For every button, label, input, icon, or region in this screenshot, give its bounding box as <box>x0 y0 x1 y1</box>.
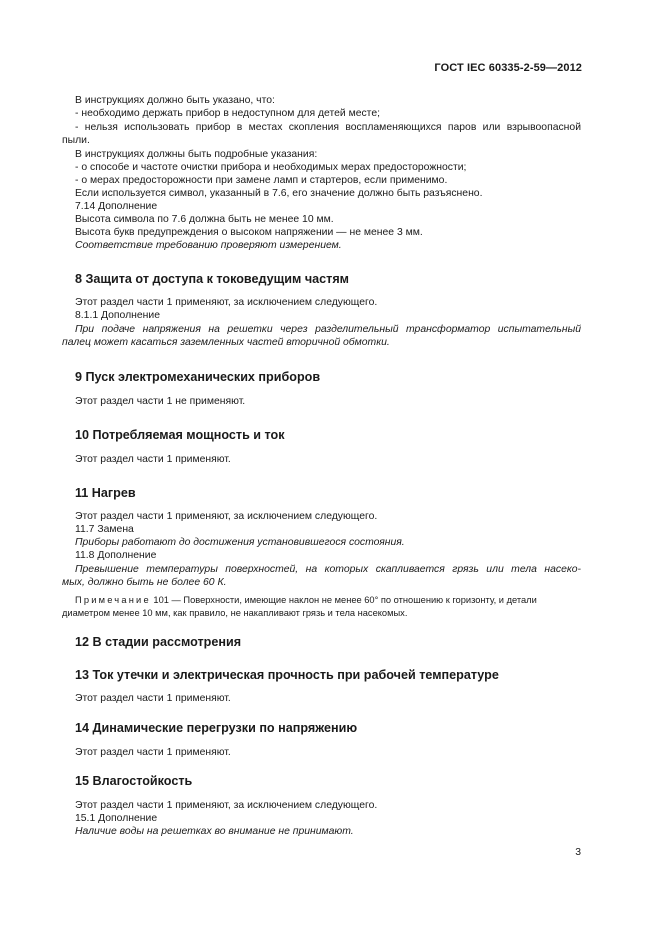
section-heading-15: 15 Влагостойкость <box>75 774 193 788</box>
list-item: - нельзя использовать прибор в местах скопления воспламеняющихся паров или взрывоопасной <box>75 122 581 133</box>
clause-number: 11.7 Замена <box>75 524 134 535</box>
italic-paragraph: мых, должно быть не более 60 К. <box>62 577 227 588</box>
list-item-continuation: пыли. <box>62 135 90 146</box>
paragraph: Этот раздел части 1 применяют, за исключением следующего. <box>75 800 378 811</box>
page-number: 3 <box>575 847 581 858</box>
clause-number: 7.14 Дополнение <box>75 201 158 212</box>
paragraph: Если используется символ, указанный в 7.6, его значение должно быть разъяснено. <box>75 188 483 199</box>
section-heading-11: 11 Нагрев <box>75 486 136 500</box>
list-item: - о мерах предосторожности при замене ламп и стартеров, если применимо. <box>75 175 448 186</box>
note-label: Примечание <box>75 595 151 605</box>
paragraph: Высота букв предупреждения о высоком напряжении — не менее 3 мм. <box>75 227 423 238</box>
paragraph: Этот раздел части 1 не применяют. <box>75 396 246 407</box>
section-heading-13: 13 Ток утечки и электрическая прочность при рабочей температуре <box>75 668 499 682</box>
italic-paragraph: Наличие воды на решетках во внимание не принимают. <box>75 826 354 837</box>
paragraph: Высота символа по 7.6 должна быть не менее 10 мм. <box>75 214 334 225</box>
paragraph: Этот раздел части 1 применяют. <box>75 693 231 704</box>
paragraph: В инструкциях должны быть подробные указания: <box>75 149 318 160</box>
list-item: - о способе и частоте очистки прибора и необходимых мерах предосторожности; <box>75 162 467 173</box>
clause-number: 8.1.1 Дополнение <box>75 310 161 321</box>
section-heading-8: 8 Защита от доступа к токоведущим частям <box>75 272 349 286</box>
paragraph: В инструкциях должно быть указано, что: <box>75 95 275 106</box>
section-heading-9: 9 Пуск электромеханических приборов <box>75 370 321 384</box>
compliance-text: Соответствие требованию проверяют измерением. <box>75 240 342 251</box>
clause-number: 11.8 Дополнение <box>75 550 157 561</box>
section-heading-10: 10 Потребляемая мощность и ток <box>75 428 285 442</box>
standard-header: ГОСТ IEC 60335-2-59—2012 <box>434 62 582 74</box>
paragraph: Этот раздел части 1 применяют, за исключением следующего. <box>75 297 378 308</box>
section-heading-14: 14 Динамические перегрузки по напряжению <box>75 721 358 735</box>
paragraph: Этот раздел части 1 применяют. <box>75 747 231 758</box>
note <box>75 594 581 606</box>
section-heading-12: 12 В стадии рассмотрения <box>75 635 242 649</box>
italic-paragraph: Превышение температуры поверхностей, на которых скапливается грязь или тела насеко- <box>75 564 581 575</box>
italic-paragraph: палец может касаться заземленных частей вторичной обмотки. <box>62 337 390 348</box>
italic-paragraph: Приборы работают до достижения установившегося состояния. <box>75 537 405 548</box>
clause-number: 15.1 Дополнение <box>75 813 158 824</box>
italic-paragraph: При подаче напряжения на решетки через разделительный трансформатор испытательный <box>75 324 581 335</box>
paragraph: Этот раздел части 1 применяют. <box>75 454 231 465</box>
list-item: - необходимо держать прибор в недоступном для детей месте; <box>75 108 380 119</box>
paragraph: Этот раздел части 1 применяют, за исключением следующего. <box>75 511 378 522</box>
note-continuation: диаметром менее 10 мм, как правило, не накапливают грязь и тела насекомых. <box>62 608 408 618</box>
note-text: 101 — Поверхности, имеющие наклон не менее 60° по отношению к горизонту, и детали <box>153 595 537 605</box>
